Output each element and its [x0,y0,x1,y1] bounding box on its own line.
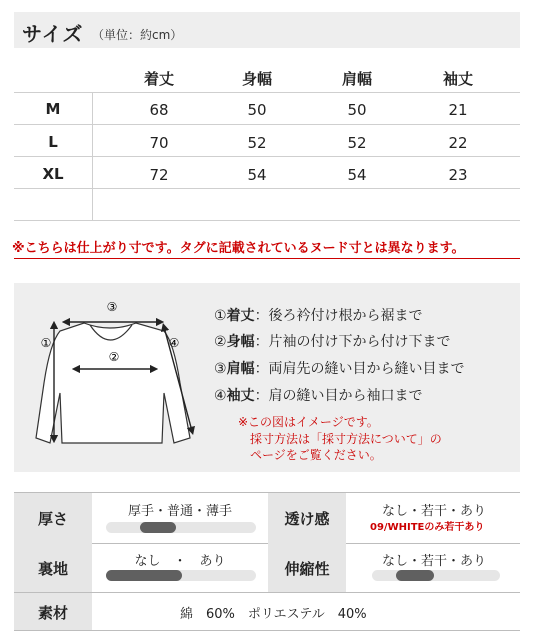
table-cell: 52 [347,134,367,152]
table-row-size: L [48,133,58,151]
table-cell: 54 [347,166,367,184]
transparency-label: 透け感 [284,510,330,528]
material-label: 素材 [37,604,68,622]
thickness-label: 厚さ [37,510,68,528]
table-cell: 52 [247,134,267,152]
size-note: ※こちらは仕上がり寸です。タグに記載されているヌード寸とは異なります。 [12,241,465,256]
thickness-indicator [140,522,176,533]
stretch-label: 伸縮性 [284,560,330,578]
lining-options: なし ・ あり [134,554,226,569]
table-divider [14,188,520,189]
thickness-options: 厚手・普通・薄手 [127,504,232,519]
marker-3: ③ [106,300,118,314]
table-divider [14,92,520,93]
note-underline [14,258,520,259]
table-cell: 23 [448,166,468,184]
diagram-note-line: ※この図はイメージです。 [238,415,379,429]
stretch-indicator [396,570,434,581]
transparency-note: 09/WHITEのみ若干あり [370,522,485,533]
table-cell: 22 [448,134,468,152]
shirt-body [36,323,190,443]
diagram-note-line: ページをご覧ください。 [250,448,382,462]
column-header: 身幅 [241,70,272,88]
table-row-size: XL [42,165,64,183]
table-vertical-divider [92,92,93,220]
table-cell: 72 [149,166,169,184]
diagram-note-line: 採寸方法は「採寸方法について」の [250,432,442,446]
lining-indicator [106,570,182,581]
table-row-size: M [45,100,61,118]
thickness-scale [106,522,256,533]
page-title: サイズ [22,22,84,46]
props-divider [14,630,520,631]
table-divider [14,156,520,157]
shirt-diagram [14,283,214,472]
table-cell: 50 [247,101,267,119]
lining-scale [106,570,256,581]
lining-label: 裏地 [37,560,68,578]
title-bar [14,12,520,48]
transparency-options: なし・若干・あり [381,504,486,519]
legend-item-chest: ②身幅：片袖の付け下から付け下まで [214,334,451,350]
table-cell: 68 [149,101,169,119]
marker-4: ④ [168,336,180,350]
stretch-scale [372,570,500,581]
material-value: 綿 60% ポリエステル 40% [180,607,367,622]
table-cell: 21 [448,101,468,119]
table-divider [14,124,520,125]
marker-1: ① [40,336,52,350]
stretch-options: なし・若干・あり [381,554,486,569]
table-divider [14,220,520,221]
legend-item-shoulder: ③肩幅：両肩先の縫い目から縫い目まで [214,361,465,377]
column-header: 着丈 [143,70,174,88]
legend-item-length: ①着丈：後ろ衿付け根から裾まで [214,308,423,324]
legend-item-sleeve: ④袖丈：肩の縫い目から袖口まで [214,388,423,404]
column-header: 肩幅 [341,70,372,88]
unit-label: （単位：約cm） [92,28,183,42]
table-cell: 50 [347,101,367,119]
table-cell: 54 [247,166,267,184]
table-cell: 70 [149,134,169,152]
column-header: 袖丈 [442,70,473,88]
marker-2: ② [108,350,120,364]
